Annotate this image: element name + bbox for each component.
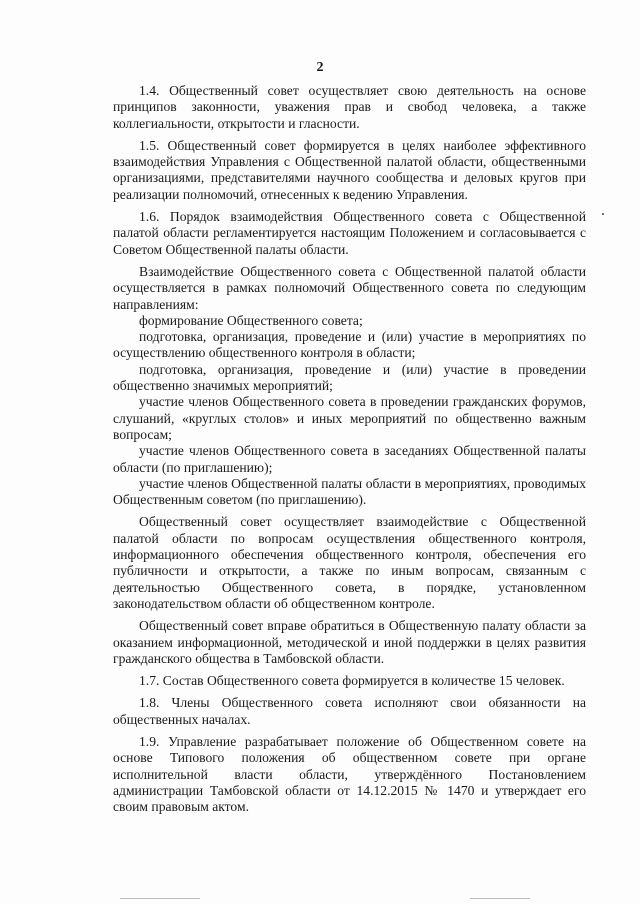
paragraph-interaction-intro: Взаимодействие Общественного совета с Общественной палатой области осуществляется в рамках полномочий Общественного совета по следующим направлениям: — [113, 263, 586, 312]
paragraph-support-request: Общественный совет вправе обратиться в Общественную палату области за оказанием информационной, методической и иной поддержки в целях развития гражданского общества в Тамбовской области. — [113, 618, 586, 666]
paragraph-cooperation: Общественный совет осуществляет взаимодействие с Общественной палатой области по вопросам осуществления общественного контроля, информационного обеспечения общественного контроля, обеспечения его публичности и открытости, а также по иным вопросам, связанным с деятельностью Общественного совета, в порядке, установленном законодательством области об общественном контроле. — [113, 514, 586, 611]
scan-edge-mark — [470, 898, 530, 899]
list-item-public-control: подготовка, организация, проведение и (или) участие в мероприятиях по осуществлению общественного контроля в области; — [113, 329, 586, 361]
paragraph-1-8: 1.8. Члены Общественного совета исполняют свои обязанности на общественных началах. — [113, 695, 586, 727]
paragraph-1-5: 1.5. Общественный совет формируется в целях наиболее эффективного взаимодействия Управления с Общественной палатой области, общественными организациями, представителями научного сообщества и деловых кругов при реализации полномочий, отнесенных к ведению Управления. — [113, 137, 586, 202]
page-number: 2 — [316, 60, 324, 75]
scan-speck — [602, 213, 604, 215]
list-item-council-events: участие членов Общественной палаты области в мероприятиях, проводимых Общественным советом (по приглашению). — [113, 475, 586, 508]
list-item-formation: формирование Общественного совета; — [139, 312, 363, 328]
list-item-significant-events: подготовка, организация, проведение и (или) участие в проведении общественно значимых мероприятий; — [113, 361, 586, 394]
document-body — [113, 83, 586, 821]
paragraph-1-9: 1.9. Управление разрабатывает положение об Общественном совете на основе Типового положения об общественном совете при органе исполнительной власти области, утверждённого Постановлением администрации Тамбовской области от 14.12.2015 № 1470 и утверждает его своим правовым актом. — [113, 733, 586, 815]
list-item-chamber-meetings: участие членов Общественного совета в заседаниях Общественной палаты области (по приглашению); — [113, 443, 586, 475]
list-item-civil-forums: участие членов Общественного совета в проведении гражданских форумов, слушаний, «круглых столов» и иных мероприятий по общественно важным вопросам; — [113, 394, 586, 442]
scan-edge-mark — [120, 898, 200, 899]
paragraph-1-6: 1.6. Порядок взаимодействия Общественного совета с Общественной палатой области регламентируется настоящим Положением и согласовывается с Советом Общественной палаты области. — [113, 209, 586, 257]
paragraph-1-7: 1.7. Состав Общественного совета формируется в количестве 15 человек. — [139, 673, 565, 689]
paragraph-1-4: 1.4. Общественный совет осуществляет свою деятельность на основе принципов законности, уважения прав и свобод человека, а также коллегиальности, открытости и гласности. — [113, 83, 586, 131]
